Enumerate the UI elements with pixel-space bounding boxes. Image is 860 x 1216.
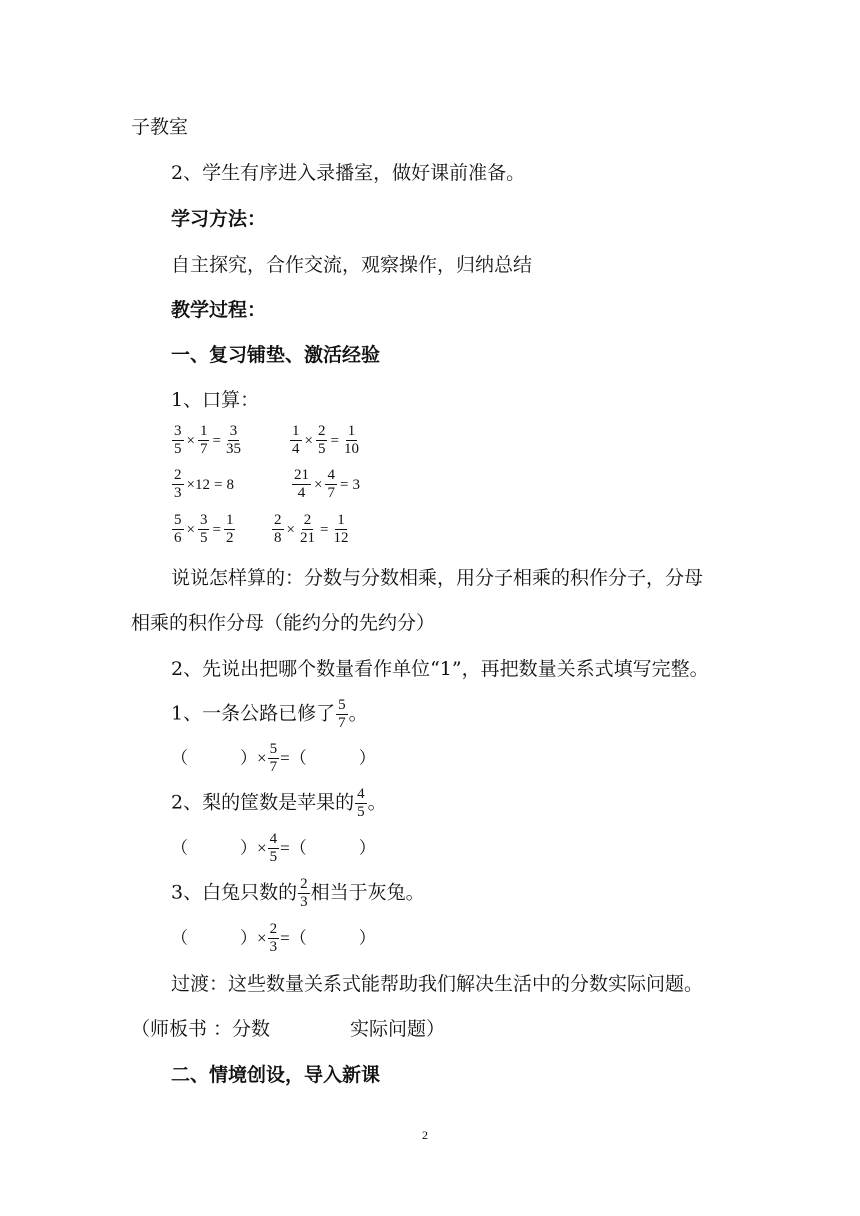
section-heading: 教学过程： [171, 299, 267, 321]
text-line: （师板书 ：分数 实际问题） [131, 1018, 446, 1040]
text-line: 过渡：这些数量关系式能帮助我们解决生活中的分数实际问题。 [171, 973, 704, 995]
calc-expression: $\frac{1}{4}$ × $\frac{2}{5}$ = $\frac{1}{10}$ [292, 423, 359, 457]
fraction: $\frac{21}{4}$ [294, 467, 309, 501]
fraction: $\frac{5}{7}$ [269, 741, 278, 775]
fraction: $\frac{2}{3}$ [174, 467, 182, 501]
fraction: $\frac{4}{5}$ [269, 831, 278, 865]
fraction: $\frac{2}{3}$ [300, 876, 308, 910]
fill-in-equation: （ ）× $\frac{4}{5}$ =（ ） [171, 831, 376, 865]
section-heading: 二、情境创设，导入新课 [171, 1064, 381, 1086]
fraction: $\frac{2}{21}$ [299, 512, 315, 546]
fraction: $\frac{4}{7}$ [327, 467, 335, 501]
fraction: $\frac{4}{5}$ [357, 786, 365, 820]
fraction: $\frac{2}{5}$ [317, 423, 326, 457]
fraction: $\frac{1}{10}$ [343, 423, 359, 457]
calc-expression: $\frac{5}{6}$ × $\frac{3}{5}$ = $\frac{1}{2}$ [174, 512, 234, 546]
fraction: $\frac{1}{12}$ [333, 512, 349, 546]
text-line: 说说怎样算的：分数与分数相乘，用分子相乘的积作分子，分母 [171, 567, 704, 589]
fraction: $\frac{5}{6}$ [174, 512, 182, 546]
section-heading: 学习方法： [171, 208, 267, 230]
calc-expression: $\frac{21}{4}$ × $\frac{4}{7}$ = 3 [294, 467, 360, 501]
fraction: $\frac{5}{7}$ [338, 697, 346, 731]
page-number: 2 [422, 1128, 428, 1142]
fraction: $\frac{3}{35}$ [225, 423, 241, 457]
section-heading: 一、复习铺垫、激活经验 [171, 344, 381, 366]
text-line: 2、先说出把哪个数量看作单位“1”，再把数量关系式填写完整。 [171, 658, 709, 680]
calc-expression: $\frac{3}{5}$ × $\frac{1}{7}$ = $\frac{3}{35}$ [174, 423, 241, 457]
calc-expression: $\frac{2}{3}$ ×12 = 8 [174, 467, 234, 501]
problem-statement: 2、梨的筐数是苹果的 $\frac{4}{5}$ 。 [171, 786, 387, 820]
fill-in-equation: （ ）× $\frac{5}{7}$ =（ ） [171, 741, 376, 775]
text-line: 2、学生有序进入录播室，做好课前准备。 [171, 162, 526, 184]
fill-in-equation: （ ）× $\frac{2}{3}$ =（ ） [171, 921, 376, 955]
text-line: 1、口算： [171, 389, 260, 411]
text-line: 相乘的积作分母（能约分的先约分） [131, 612, 436, 634]
problem-statement: 3、白兔只数的 $\frac{2}{3}$ 相当于灰兔。 [171, 876, 425, 910]
text-line: 子教室 [131, 116, 189, 138]
fraction: $\frac{1}{7}$ [199, 423, 208, 457]
fraction: $\frac{3}{5}$ [174, 423, 182, 457]
fraction: $\frac{1}{4}$ [292, 423, 300, 457]
fraction: $\frac{2}{8}$ [274, 512, 282, 546]
calc-expression: $\frac{2}{8}$ × $\frac{2}{21}$ = $\frac{1}{12}$ [274, 512, 349, 546]
fraction: $\frac{2}{3}$ [269, 921, 278, 955]
fraction: $\frac{1}{2}$ [225, 512, 234, 546]
fraction: $\frac{3}{5}$ [199, 512, 208, 546]
problem-statement: 1、一条公路已修了 $\frac{5}{7}$ 。 [171, 697, 368, 731]
text-line: 自主探究，合作交流，观察操作，归纳总结 [171, 254, 533, 276]
